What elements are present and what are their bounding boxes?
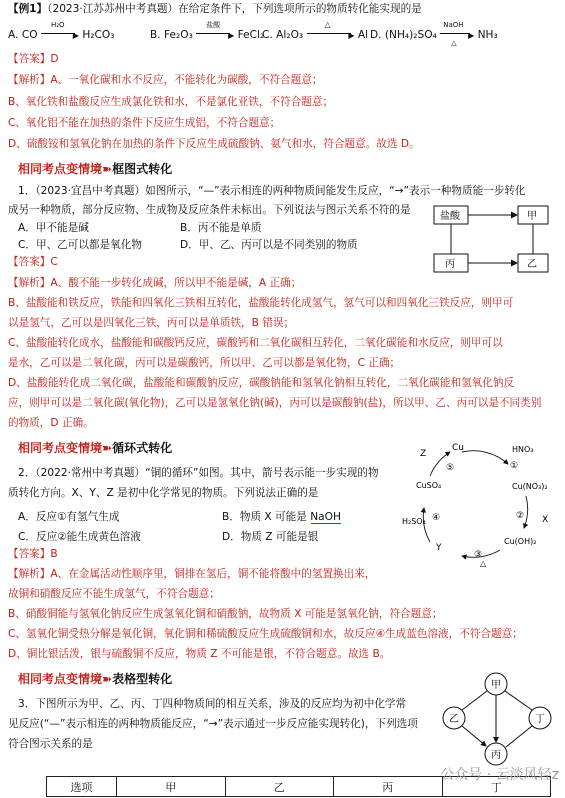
svg-text:⑤: ⑤	[446, 463, 455, 473]
svg-text:甲: 甲	[491, 680, 501, 691]
node-label: 甲	[527, 211, 537, 222]
q1-option-a: A．甲不能是碱	[18, 222, 89, 234]
option-b: B. Fe₂O₃ 盐酸 ▶ FeCl₂	[150, 21, 265, 41]
option-a: A. CO H₂O ▶ H₂CO₃	[8, 21, 115, 41]
analysis-line: D、硫酸铵和氢氧化钠在加热的条件下反应生成硫酸钠、氨气和水，符合题意。故选 D。	[8, 138, 420, 150]
question-1-answer: 【答案】C	[8, 256, 58, 268]
question-3-stem: 见反应(“—”表示相连的两种物质能反应，“→”表示通过一步反应能实现转化)，下列选项	[8, 718, 418, 730]
analysis-line: 【解析】A、一氧化碳和水不反应，不能转化为碳酸，不符合题意；	[8, 74, 323, 86]
svg-text:Z: Z	[420, 449, 427, 459]
example-1-answer: 【答案】D	[8, 53, 59, 65]
node-label: 丙	[445, 259, 455, 270]
section-heading-cycle: 相同考点变情境➽循环式转化	[18, 441, 173, 455]
q2-option-d: D．物质 Z 可能是银	[222, 531, 319, 543]
svg-text:②: ②	[516, 511, 525, 521]
arrow-icon: ➽	[102, 441, 113, 455]
svg-text:H₂SO₄: H₂SO₄	[402, 517, 426, 526]
q2-option-a: A．反应①有氢气生成	[18, 511, 120, 523]
analysis-line: 【解析】A、酸不能一步转化成碱，所以甲不能是碱，A 正确；	[8, 277, 302, 289]
arrow-icon: ➽	[102, 672, 113, 686]
question-2-answer: 【答案】B	[8, 548, 58, 560]
reaction-arrow: H₂O ▶	[41, 28, 79, 38]
example-tag: 【例1】	[8, 3, 48, 15]
question-2-stem: 2．（2022·常州中考真题）“铜的循环”如图。其中，箭号表示能一步实现的物	[18, 467, 379, 479]
svg-text:Y: Y	[436, 543, 442, 553]
table-header-cell: 乙	[225, 777, 334, 797]
question-3-stem: 3．下图所示为甲、乙、丙、丁四种物质间的相互关系，涉及的反应均为初中化学常	[18, 698, 407, 710]
analysis-line: C、盐酸能转化成水，盐酸能和碳酸钙反应，碳酸钙和二氧化碳相互转化，二氧化碳能和水反应，则甲可以	[8, 337, 503, 349]
svg-text:丁: 丁	[535, 714, 545, 725]
svg-text:乙: 乙	[449, 714, 459, 725]
analysis-line: B、盐酸能和铁反应，铁能和四氧化三铁相互转化，盐酸能转化成氢气，氢气可以和四氧化三铁反应，则甲可	[8, 297, 514, 309]
svg-text:X: X	[542, 515, 549, 525]
svg-text:丙: 丙	[491, 750, 501, 761]
svg-text:Cu: Cu	[452, 443, 464, 453]
svg-text:CuSO₄: CuSO₄	[416, 481, 442, 490]
copper-cycle-diagram	[400, 438, 560, 570]
table-header-cell: 丁	[442, 777, 551, 797]
svg-text:HNO₃: HNO₃	[512, 445, 534, 454]
svg-text:Cu(OH)₂: Cu(OH)₂	[504, 537, 537, 546]
svg-text:①: ①	[510, 461, 519, 471]
analysis-line: 【解析】A、在金属活动性顺序里，铜排在氢后，铜不能将酸中的氢置换出来，	[8, 568, 376, 580]
reaction-arrow: NaOH ▶ △	[440, 28, 474, 38]
example-stem-text: （2023·江苏苏州中考真题）在给定条件下，下列选项所示的物质转化能实现的是	[47, 3, 422, 15]
reaction-arrow: 盐酸 ▶	[196, 28, 234, 38]
analysis-line: B、硝酸铜能与氢氧化钠反应生成氢氧化铜和硝酸钠，故物质 X 可能是氢氧化钠，符合题意；	[8, 608, 443, 620]
example-1-stem	[8, 2, 422, 16]
section-heading-table: 相同考点变情境➽表格型转化	[18, 672, 173, 686]
svg-text:③: ③	[474, 550, 483, 560]
q2-option-b: B．物质 X 可能是 NaOH	[222, 511, 341, 523]
analysis-line: C、氢氧化铜受热分解是氧化铜，氧化铜和稀硫酸反应生成硫酸铜和水，故反应④生成蓝色溶液，不符合题意；	[8, 628, 523, 640]
arrow-icon: ➽	[102, 162, 113, 176]
frame-diagram	[430, 200, 554, 278]
analysis-line: 的物质，D 正确。	[8, 417, 94, 429]
analysis-line: 以是氢气，乙可以是四氧化三铁，丙可以是单质铁，B 错误；	[8, 317, 295, 329]
analysis-line: D、铜比银活泼，银与硫酸铜不反应，物质 Z 不可能是银，不符合题意。故选 B。	[8, 648, 391, 660]
q1-option-d: D．甲、乙、丙可以是不同类别的物质	[180, 239, 358, 251]
svg-text:△: △	[480, 559, 487, 568]
analysis-line: 是水，乙可以是二氧化碳，丙可以是碳酸钙，所以甲、乙可以都是氧化物，C 正确；	[8, 357, 401, 369]
q2-option-c: C．反应②能生成黄色溶液	[18, 531, 141, 543]
q1-option-c: C．甲、乙可以都是氧化物	[18, 239, 142, 251]
option-d: D. (NH₄)₂SO₄ NaOH ▶ △ NH₃	[370, 21, 498, 47]
watermark: 公众号 · 云淡风轻z	[440, 767, 559, 783]
analysis-line: D、盐酸能转化成二氧化碳，盐酸能和碳酸钠反应，碳酸钠能和氢氧化钠相互转化，二氧化碳能和氢氧化钠反	[8, 377, 515, 389]
analysis-line: 故铜和硝酸反应不能生成氢气，不符合题意；	[8, 588, 220, 600]
option-c: C. Al₂O₃ △ ▶ Al	[262, 20, 369, 41]
underline-mark	[311, 523, 341, 524]
question-3-stem: 符合图示关系的是	[8, 738, 93, 750]
question-1-stem: 成另一种物质，部分反应物、生成物及反应条件未标出。下列说法与图示关系不符的是	[8, 204, 411, 216]
question-1-stem: 1．（2023·宜昌中考真题）如图所示，“—”表示相连的两种物质间能发生反应，“→”表示一种物质能一步转化	[18, 185, 526, 197]
analysis-line: 应，则甲可以是二氧化碳(氧化物)，乙可以是氢氧化钠(碱)，丙可以是碳酸钠(盐)，所以甲、乙、丙可以是不同类别	[8, 397, 542, 409]
section-heading-frame: 相同考点变情境➽框图式转化	[18, 162, 173, 176]
node-label: 乙	[527, 259, 537, 270]
reaction-arrow: △ ▶	[307, 28, 355, 38]
analysis-line: C、氧化铝不能在加热的条件下反应生成铝，不符合题意；	[8, 117, 281, 129]
table-header-cell: 丙	[334, 777, 443, 797]
svg-text:Cu(NO₃)₂: Cu(NO₃)₂	[512, 482, 548, 491]
q1-option-b: B．丙不能是单质	[180, 222, 262, 234]
table-header-cell: 选项	[47, 777, 117, 797]
svg-text:④: ④	[432, 513, 441, 523]
node-label: 盐酸	[440, 211, 460, 222]
relation-diagram	[440, 668, 556, 772]
table-header-cell: 甲	[117, 777, 226, 797]
analysis-line: B、氧化铁和盐酸反应生成氯化铁和水，不是氯化亚铁，不符合题意；	[8, 96, 334, 108]
question-2-stem: 质转化方向。X、Y、Z 是初中化学常见的物质。下列说法正确的是	[8, 487, 319, 499]
